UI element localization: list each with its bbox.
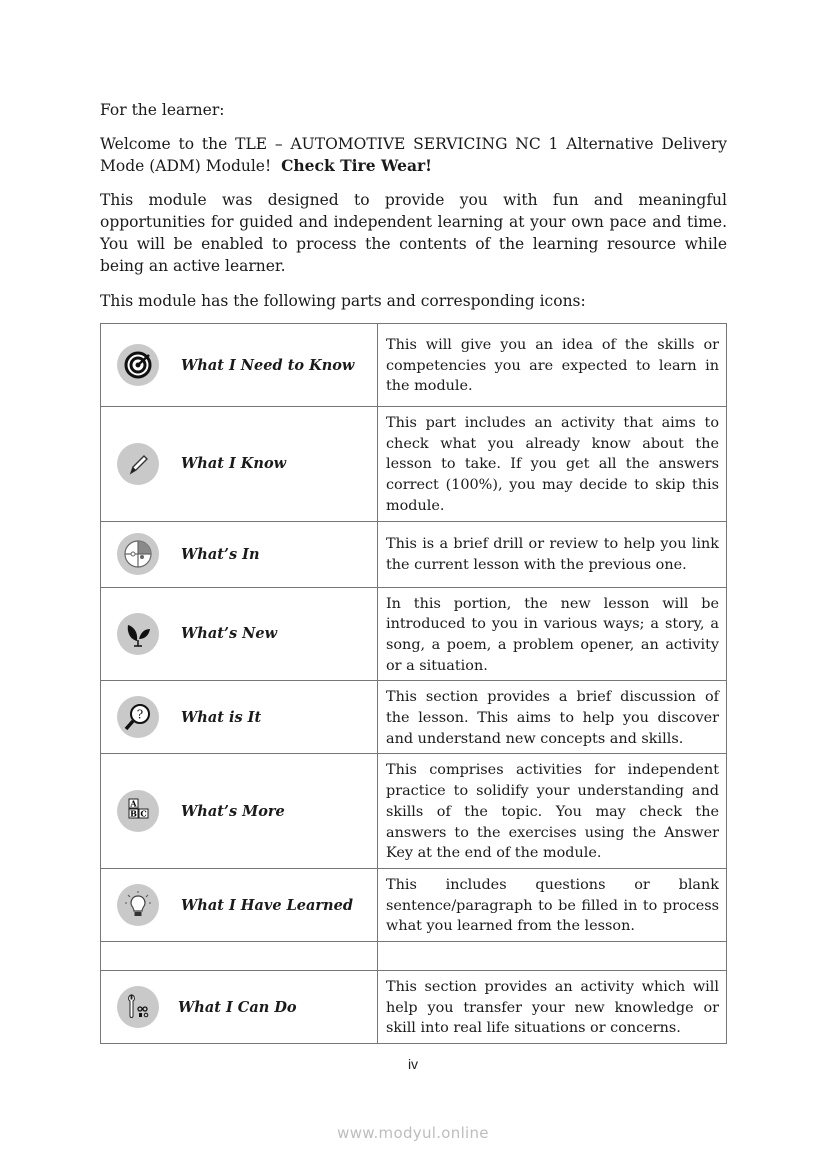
svg-text:A: A	[130, 798, 137, 809]
lightbulb-icon	[117, 884, 159, 926]
part-description: This section provides an activity which will help you transfer your new knowledge or skill into real life situations or concerns.	[378, 971, 727, 1044]
part-description: This is a brief drill or review to help you link the current lesson with the previous one.	[378, 521, 727, 587]
table-row	[101, 407, 727, 522]
svg-text:B: B	[130, 808, 137, 819]
abc-blocks-icon	[117, 790, 159, 832]
puzzle-icon	[117, 533, 159, 575]
table-row	[101, 971, 727, 1044]
table-row	[101, 324, 727, 407]
svg-text:C: C	[140, 808, 147, 819]
table-row	[101, 868, 727, 941]
welcome-paragraph	[100, 133, 727, 177]
part-description: This includes questions or blank sentence/paragraph to be filled in to process what you learned from the lesson.	[378, 868, 727, 941]
intro-text: For the learner:	[100, 101, 225, 119]
svg-text:?: ?	[136, 707, 144, 722]
tools-icon	[117, 986, 159, 1028]
part-name: What’s In	[181, 545, 260, 563]
parts-table	[100, 323, 727, 1044]
part-description: This part includes an activity that aims to check what you already know about the lesson to take. If you get all the answers correct (100%), you may decide to skip this module.	[378, 407, 727, 522]
part-name: What I Have Learned	[181, 896, 353, 914]
part-description: This will give you an idea of the skills or competencies you are expected to learn in the module.	[378, 324, 727, 407]
sprout-icon	[117, 613, 159, 655]
watermark: www.modyul.online	[337, 1124, 489, 1142]
table-row	[101, 754, 727, 869]
part-name: What is It	[181, 708, 262, 726]
table-row-empty	[101, 942, 727, 971]
part-name: What’s More	[181, 802, 285, 820]
part-description: This comprises activities for independent practice to solidify your understanding and skills of the topic. You may check the answers to the exercises using the Answer Key at the end of the module.	[378, 754, 727, 869]
table-row	[101, 521, 727, 587]
part-name: What I Know	[181, 455, 287, 473]
part-description: This section provides a brief discussion of the lesson. This aims to help you discover and understand new concepts and skills.	[378, 681, 727, 754]
part-name: What I Need to Know	[181, 356, 355, 374]
part-name: What’s New	[181, 625, 278, 643]
pencil-icon	[117, 443, 159, 485]
table-row	[101, 681, 727, 754]
part-description: In this portion, the new lesson will be introduced to you in various ways; a story, a song, a poem, a problem opener, an activity or a situation.	[378, 587, 727, 681]
page-number: iv	[407, 1056, 419, 1072]
magnifier-question-icon	[117, 696, 159, 738]
part-name: What I Can Do	[178, 998, 297, 1016]
welcome-text: Welcome to the TLE – AUTOMOTIVE SERVICING NC 1 Alternative Delivery Mode (ADM) Module!	[100, 135, 727, 175]
module-description: This module was designed to provide you with fun and meaningful opportunities for guided and independent learning at your own pace and time. You will be enabled to process the contents of the learning resource while being an active learner.	[100, 191, 727, 275]
table-row	[101, 587, 727, 681]
target-icon	[117, 344, 159, 386]
parts-intro: This module has the following parts and corresponding icons:	[100, 292, 586, 310]
module-title: Check Tire Wear!	[281, 156, 432, 175]
